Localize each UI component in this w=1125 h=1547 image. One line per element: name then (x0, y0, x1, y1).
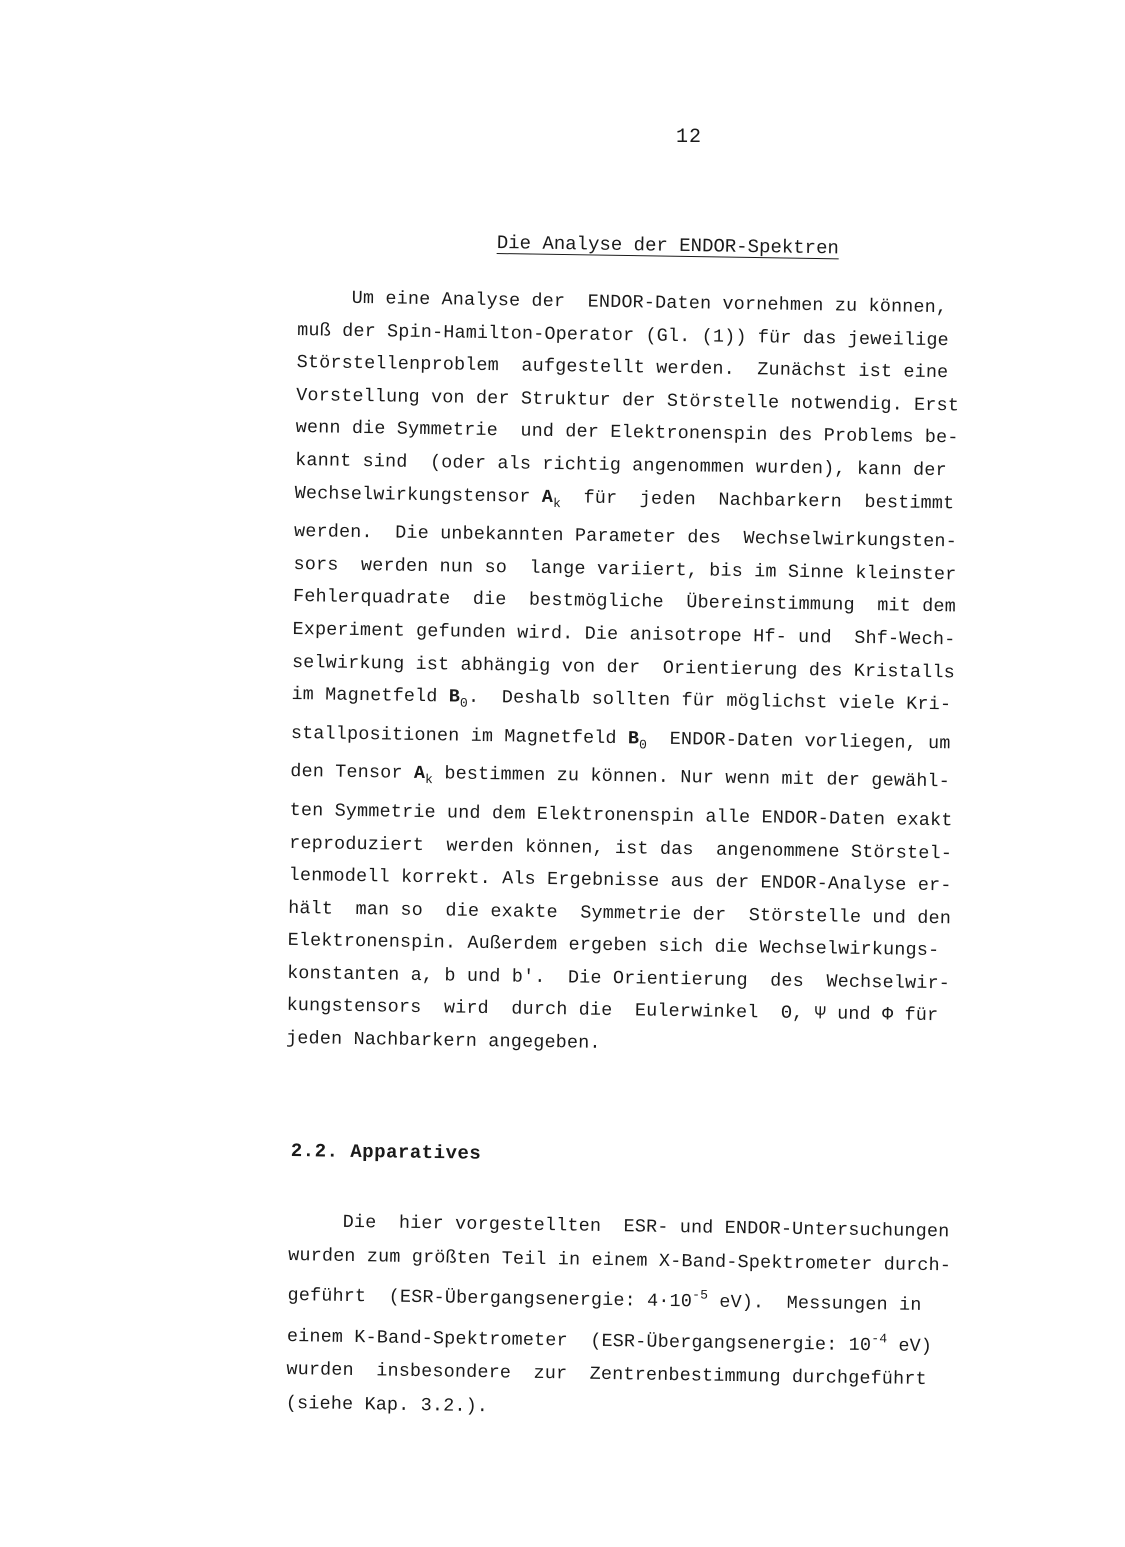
text-fragment: geführt (ESR-Übergangsenergie: 4·10 (287, 1284, 693, 1313)
text-line: Elektronenspin. Außerdem ergeben sich die Wechselwirkungs- (287, 930, 940, 962)
text-line: konstanten a, b und b'. Die Orientierung des Wechselwir- (286, 962, 951, 995)
subscript: 0 (639, 737, 648, 753)
superscript: -4 (871, 1330, 888, 1346)
text-line: selwirkung ist abhängig von der Orientierung des Kristalls (291, 651, 956, 683)
page-number: 12 (676, 126, 703, 149)
section-heading-apparatives: 2.2. Apparatives (290, 1140, 482, 1165)
text-line: wurden zum größten Teil in einem X-Band-Spektrometer durch- (288, 1244, 952, 1276)
text-fragment: den Tensor (290, 761, 415, 785)
text-line: wenn die Symmetrie und der Elektronenspin des Problems be- (295, 417, 959, 449)
subscript: k (552, 495, 562, 511)
text-line: jeden Nachbarkern angegeben. (285, 1027, 601, 1054)
text-fragment: bestimmen zu können. Nur wenn mit der gewähl- (432, 763, 951, 793)
text-line: kungstensors wird durch die Eulerwinkel Θ, Ψ und Φ für (286, 995, 939, 1027)
subscript: 0 (459, 695, 469, 711)
text-line: Fehlerquadrate die bestmögliche Übereinstimmung mit dem (292, 586, 957, 618)
tensor-symbol: A (541, 486, 554, 508)
text-line: kannt sind (oder als richtig angenommen wurden), kann der (295, 449, 947, 482)
text-line: werden. Die unbekannten Parameter des Wechselwirkungsten- (293, 521, 958, 553)
text-fragment: eV) (887, 1334, 933, 1357)
text-fragment: Wechselwirkungstensor (294, 482, 543, 508)
text-line: sors werden nun so lange variiert, bis im Sinne kleinster (293, 553, 957, 586)
text-line: muß der Spin-Hamilton-Operator (Gl. (1)) für das jeweilige (297, 319, 950, 351)
text-line: Um eine Analyse der ENDOR-Daten vornehmen zu können, (351, 287, 948, 319)
text-line: Vorstellung von der Struktur der Störstelle notwendig. Erst (296, 384, 960, 417)
field-symbol: B (448, 686, 461, 708)
superscript: -5 (692, 1287, 709, 1303)
text-line: Die hier vorgestellten ESR- und ENDOR-Untersuchungen (342, 1211, 950, 1243)
text-fragment: ENDOR-Daten vorliegen, um (647, 728, 951, 755)
tensor-symbol: A (413, 763, 426, 785)
text-fragment: . Deshalb sollten für möglichst viele Kri- (467, 686, 952, 716)
text-fragment: einem K-Band-Spektrometer (ESR-Übergangsenergie: 10 (286, 1325, 872, 1356)
section-title: Die Analyse der ENDOR-Spektren (496, 232, 840, 260)
text-fragment: im Magnetfeld (291, 684, 449, 708)
subscript: k (424, 772, 434, 788)
text-fragment: stallpositionen im Magnetfeld (290, 722, 629, 749)
text-fragment: für jeden Nachbarkern bestimmt (560, 486, 955, 514)
paragraph-apparatives (286, 1205, 1064, 1432)
text-line: Störstellenproblem aufgestellt werden. Zunächst ist eine (296, 352, 949, 384)
text-fragment: eV). Messungen in (707, 1291, 922, 1316)
field-symbol: B (627, 727, 640, 750)
text-line: lenmodell korrekt. Als Ergebnisse aus der ENDOR-Analyse er- (288, 865, 952, 897)
text-line: hält man so die exakte Symmetrie der Störstelle und den (287, 897, 952, 930)
text-line: ten Symmetrie und dem Elektronenspin alle ENDOR-Daten exakt (289, 799, 953, 832)
paragraph-endor-analysis (286, 282, 1088, 1068)
text-line: wurden insbesondere zur Zentrenbestimmung durchgeführt (286, 1358, 927, 1391)
text-line: Experiment gefunden wird. Die anisotrope Hf- und Shf-Wech- (292, 618, 956, 651)
text-line: (siehe Kap. 3.2.). (285, 1392, 489, 1417)
text-line: reproduziert werden können, ist das angenommene Störstel- (289, 832, 953, 864)
